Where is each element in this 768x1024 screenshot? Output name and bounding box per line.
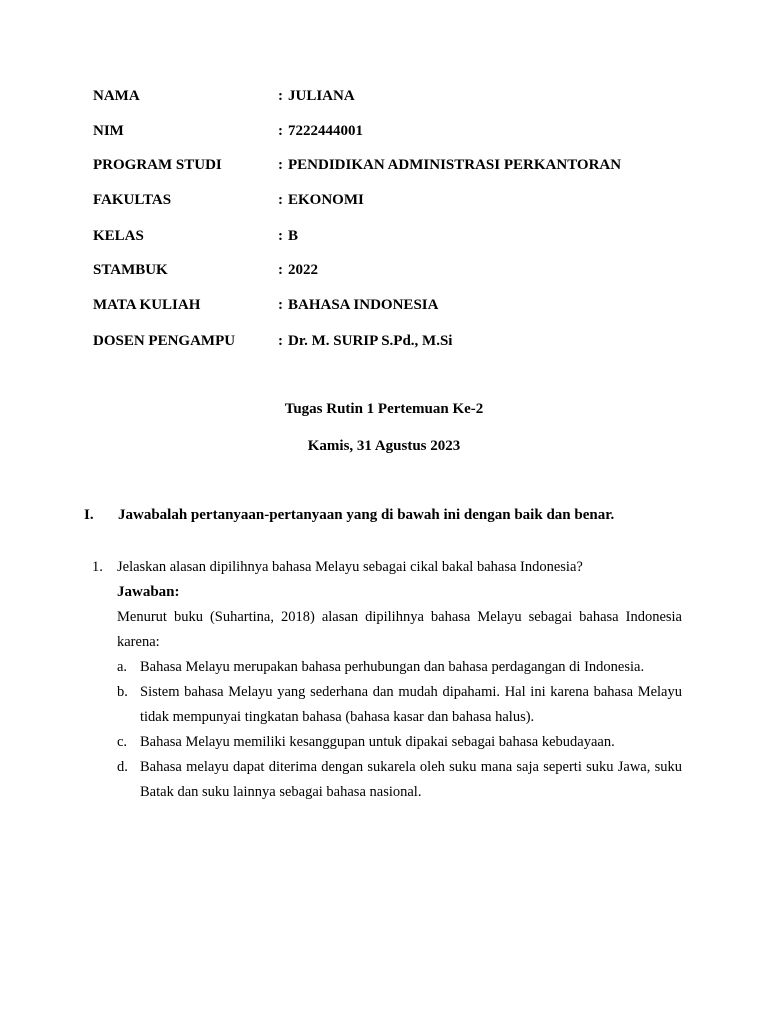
- answer-intro: Menurut buku (Suhartina, 2018) alasan dipilihnya bahasa Melayu sebagai bahasa Indonesia karena:: [117, 609, 682, 650]
- identity-value: EKONOMI: [288, 192, 364, 208]
- identity-label: DOSEN PENGAMPU: [93, 333, 236, 349]
- identity-colon: :: [278, 88, 283, 104]
- question-text: Jelaskan alasan dipilihnya bahasa Melayu sebagai cikal bakal bahasa Indonesia?: [117, 559, 583, 575]
- identity-label: STAMBUK: [93, 262, 168, 278]
- identity-row-mata-kuliah: [93, 295, 713, 315]
- identity-value: 2022: [288, 262, 318, 278]
- question-number: 1.: [92, 559, 103, 575]
- identity-row-dosen-pengampu: [93, 331, 713, 351]
- answer-item-marker: d.: [117, 759, 128, 775]
- identity-row-nama: [93, 86, 713, 106]
- answer-item: [117, 755, 682, 805]
- identity-colon: :: [278, 157, 283, 173]
- assignment-date: Kamis, 31 Agustus 2023: [307, 438, 461, 454]
- identity-value: PENDIDIKAN ADMINISTRASI PERKANTORAN: [288, 157, 622, 173]
- identity-row-fakultas: [93, 190, 713, 210]
- answer-item-text: Bahasa melayu dapat diterima dengan sukarela oleh suku mana saja seperti suku Jawa, suku Batak dan suku lainnya sebagai bahasa nasional.: [140, 759, 682, 800]
- identity-value: BAHASA INDONESIA: [288, 297, 439, 313]
- answer-item: [117, 680, 682, 730]
- identity-label: MATA KULIAH: [93, 297, 201, 313]
- identity-colon: :: [278, 228, 283, 244]
- identity-row-stambuk: [93, 260, 713, 280]
- identity-colon: :: [278, 333, 283, 349]
- identity-row-program-studi: [93, 155, 713, 175]
- answer-item-text: Bahasa Melayu merupakan bahasa perhubungan dan bahasa perdagangan di Indonesia.: [140, 659, 645, 675]
- identity-colon: :: [278, 123, 283, 139]
- answer-item-marker: b.: [117, 684, 128, 700]
- section-instruction: Jawabalah pertanyaan-pertanyaan yang di bawah ini dengan baik dan benar.: [118, 507, 615, 523]
- identity-value: 7222444001: [288, 123, 363, 139]
- answer-item: [117, 655, 682, 680]
- identity-label: KELAS: [93, 228, 144, 244]
- answer-item-marker: c.: [117, 734, 128, 750]
- question-block: [92, 555, 682, 805]
- answer-label: Jawaban:: [117, 584, 180, 600]
- answer-item-marker: a.: [117, 659, 128, 675]
- answer-list: [92, 655, 682, 805]
- identity-label: FAKULTAS: [93, 192, 172, 208]
- identity-value: JULIANA: [288, 88, 355, 104]
- answer-item-text: Sistem bahasa Melayu yang sederhana dan mudah dipahami. Hal ini karena bahasa Melayu tidak mempunyai tingkatan bahasa (bahasa kasar dan bahasa halus).: [140, 684, 682, 725]
- question-line: [92, 555, 682, 580]
- answer-item-text: Bahasa Melayu memiliki kesanggupan untuk dipakai sebagai bahasa kebudayaan.: [140, 734, 615, 750]
- identity-row-kelas: [93, 226, 713, 246]
- identity-row-nim: [93, 121, 713, 141]
- identity-label: PROGRAM STUDI: [93, 157, 222, 173]
- answer-item: [117, 730, 682, 755]
- identity-value: Dr. M. SURIP S.Pd., M.Si: [288, 333, 453, 349]
- identity-colon: :: [278, 297, 283, 313]
- assignment-title: Tugas Rutin 1 Pertemuan Ke-2: [284, 401, 484, 417]
- identity-colon: :: [278, 262, 283, 278]
- identity-label: NAMA: [93, 88, 140, 104]
- identity-colon: :: [278, 192, 283, 208]
- identity-label: NIM: [93, 123, 124, 139]
- identity-value: B: [288, 228, 299, 244]
- section-numeral: I.: [84, 507, 94, 523]
